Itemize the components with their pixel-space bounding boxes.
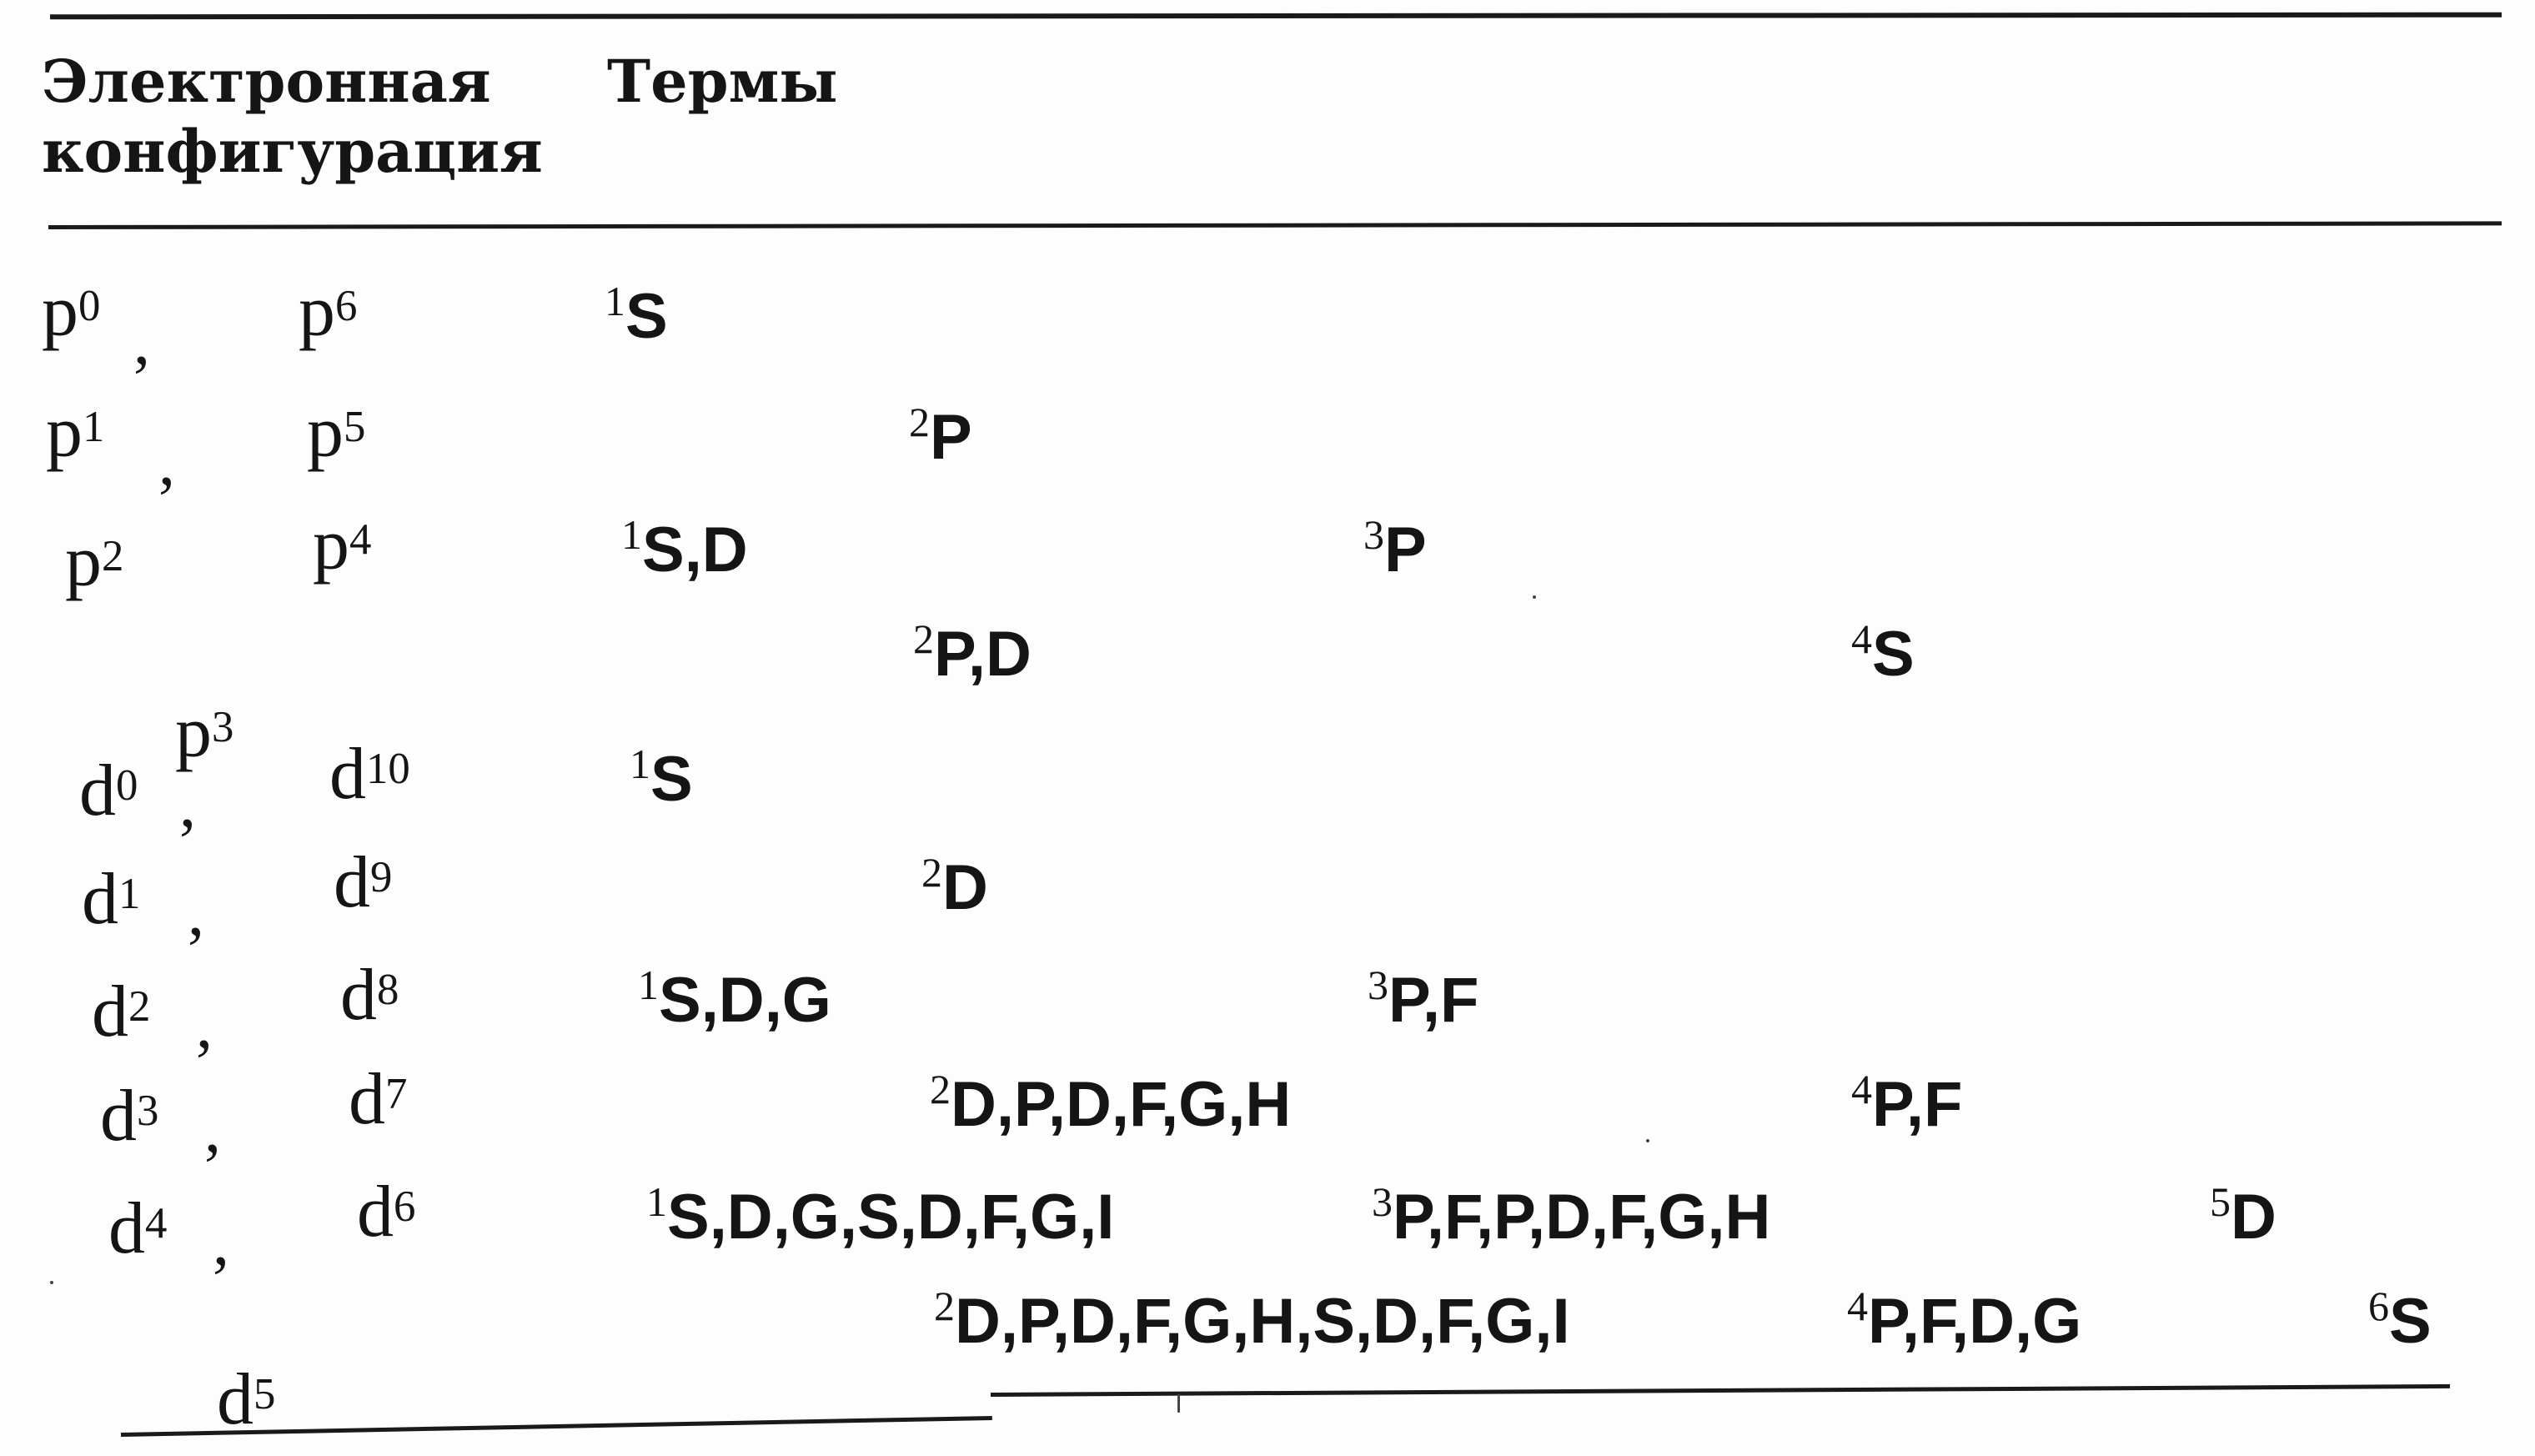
term-cell (1372, 1177, 1771, 1253)
superscript: 5 (344, 402, 366, 451)
header-bottom-rule (48, 221, 2502, 229)
pair-config-cell (313, 505, 372, 585)
config-cell (79, 751, 138, 831)
config-base: d (108, 1188, 145, 1269)
config-base: d (100, 1076, 137, 1157)
config-cell (100, 1076, 159, 1157)
term-letters: S,D (642, 515, 748, 585)
config-separator: , (133, 305, 150, 379)
pair-config-cell (299, 271, 358, 352)
term-letters: S (1872, 619, 1915, 690)
config-separator: , (196, 989, 213, 1062)
superscript: 6 (335, 281, 358, 330)
term-cell (638, 961, 831, 1036)
term-cell (913, 615, 1032, 690)
superscript: 1 (638, 961, 659, 1008)
term-letters: S,D,G (659, 965, 831, 1036)
superscript: 4 (1847, 1282, 1868, 1329)
term-cell (930, 1065, 1292, 1140)
config-cell (108, 1188, 168, 1269)
superscript: 9 (370, 852, 393, 901)
pair-config-cell (340, 955, 399, 1036)
superscript: 3 (212, 702, 234, 751)
config-base: d (82, 859, 118, 940)
superscript: 1 (646, 1177, 667, 1225)
config-separator: , (204, 1093, 221, 1167)
superscript: 3 (137, 1086, 159, 1135)
config-cell (82, 859, 141, 940)
table-top-rule (50, 13, 2502, 20)
superscript: 3 (1363, 510, 1384, 558)
pair-config-cell (349, 1059, 408, 1140)
speck (50, 1281, 53, 1284)
config-cell (175, 692, 234, 773)
header-config-line1: Электронная (42, 47, 491, 116)
term-letters: D (2231, 1182, 2276, 1253)
header-config-line2: конфигурация (42, 117, 543, 186)
superscript: 5 (254, 1369, 276, 1418)
term-letters: P (930, 402, 972, 473)
superscript: 2 (128, 982, 151, 1031)
config-base: d (329, 734, 366, 815)
term-cell (1363, 510, 1427, 585)
superscript: 1 (621, 510, 642, 558)
config-base: d (357, 1172, 394, 1253)
term-cell (630, 740, 693, 815)
term-letters: P,F,P,D,F,G,H (1393, 1182, 1771, 1253)
config-cell (217, 1359, 276, 1440)
term-letters: P,D (934, 619, 1032, 690)
superscript: 2 (102, 531, 124, 580)
term-cell (605, 277, 668, 352)
config-base: p (307, 392, 344, 473)
superscript: 3 (1368, 961, 1388, 1008)
config-base: d (92, 972, 128, 1052)
superscript: 6 (2368, 1282, 2389, 1329)
term-letters: P,F,D,G (1868, 1286, 2082, 1357)
pair-config-cell (329, 734, 410, 815)
header-terms: Термы (607, 47, 838, 116)
superscript: 4 (145, 1198, 168, 1248)
term-letters: D,P,D,F,G,H,S,D,F,G,I (955, 1286, 1570, 1357)
term-letters: D,P,D,F,G,H (951, 1069, 1292, 1140)
term-cell (1368, 961, 1479, 1036)
config-base: p (313, 505, 349, 585)
config-base: p (65, 521, 102, 602)
term-cell (646, 1177, 1115, 1253)
term-cell (934, 1282, 1570, 1357)
config-separator: , (213, 1206, 229, 1279)
superscript: 6 (394, 1182, 416, 1231)
config-base: p (46, 392, 83, 473)
term-cell (2368, 1282, 2432, 1357)
config-separator: , (158, 426, 175, 500)
config-cell (65, 521, 124, 602)
table-bottom-rule-right (991, 1384, 2450, 1397)
term-cell (909, 398, 972, 473)
superscript: 4 (349, 515, 372, 564)
superscript: 4 (1851, 1065, 1872, 1112)
term-letters: S,D,G,S,D,F,G,I (667, 1182, 1115, 1253)
term-cell (621, 510, 748, 585)
pair-config-cell (334, 842, 393, 923)
superscript: 0 (78, 281, 101, 330)
config-cell (92, 972, 151, 1052)
term-letters: P,F (1388, 965, 1479, 1036)
speck (1533, 595, 1536, 599)
config-base: p (42, 271, 78, 352)
term-cell (921, 848, 988, 923)
speck (1646, 1139, 1649, 1142)
term-letters: S (625, 281, 668, 352)
superscript: 1 (630, 740, 650, 787)
superscript: 2 (921, 848, 942, 896)
pair-config-cell (307, 392, 366, 473)
superscript: 2 (934, 1282, 955, 1329)
term-letters: D (942, 852, 988, 923)
superscript: 2 (909, 398, 930, 445)
term-cell (2210, 1177, 2276, 1253)
term-letters: P,F (1872, 1069, 1963, 1140)
superscript: 7 (385, 1069, 408, 1118)
superscript: 3 (1372, 1177, 1393, 1225)
superscript: 1 (605, 277, 625, 324)
superscript: 8 (377, 965, 399, 1014)
config-separator: , (179, 768, 196, 841)
config-base: d (334, 842, 370, 923)
config-base: p (299, 271, 335, 352)
superscript: 2 (930, 1065, 951, 1112)
term-cell (1851, 615, 1915, 690)
superscript: 10 (366, 744, 410, 793)
superscript: 0 (116, 761, 138, 810)
term-letters: S (650, 744, 693, 815)
config-cell (42, 271, 101, 352)
pair-config-cell (357, 1172, 416, 1253)
superscript: 1 (83, 402, 105, 451)
superscript: 2 (913, 615, 934, 662)
term-letters: P (1384, 515, 1427, 585)
speck (1177, 1394, 1180, 1413)
term-letters: S (2389, 1286, 2432, 1357)
term-cell (1851, 1065, 1963, 1140)
config-base: p (175, 692, 212, 773)
superscript: 4 (1851, 615, 1872, 662)
config-separator: , (188, 876, 204, 950)
config-cell (46, 392, 105, 473)
config-base: d (340, 955, 377, 1036)
superscript: 5 (2210, 1177, 2231, 1225)
config-base: d (217, 1359, 254, 1440)
config-base: d (79, 751, 116, 831)
superscript: 1 (118, 869, 141, 918)
config-base: d (349, 1059, 385, 1140)
term-cell (1847, 1282, 2082, 1357)
